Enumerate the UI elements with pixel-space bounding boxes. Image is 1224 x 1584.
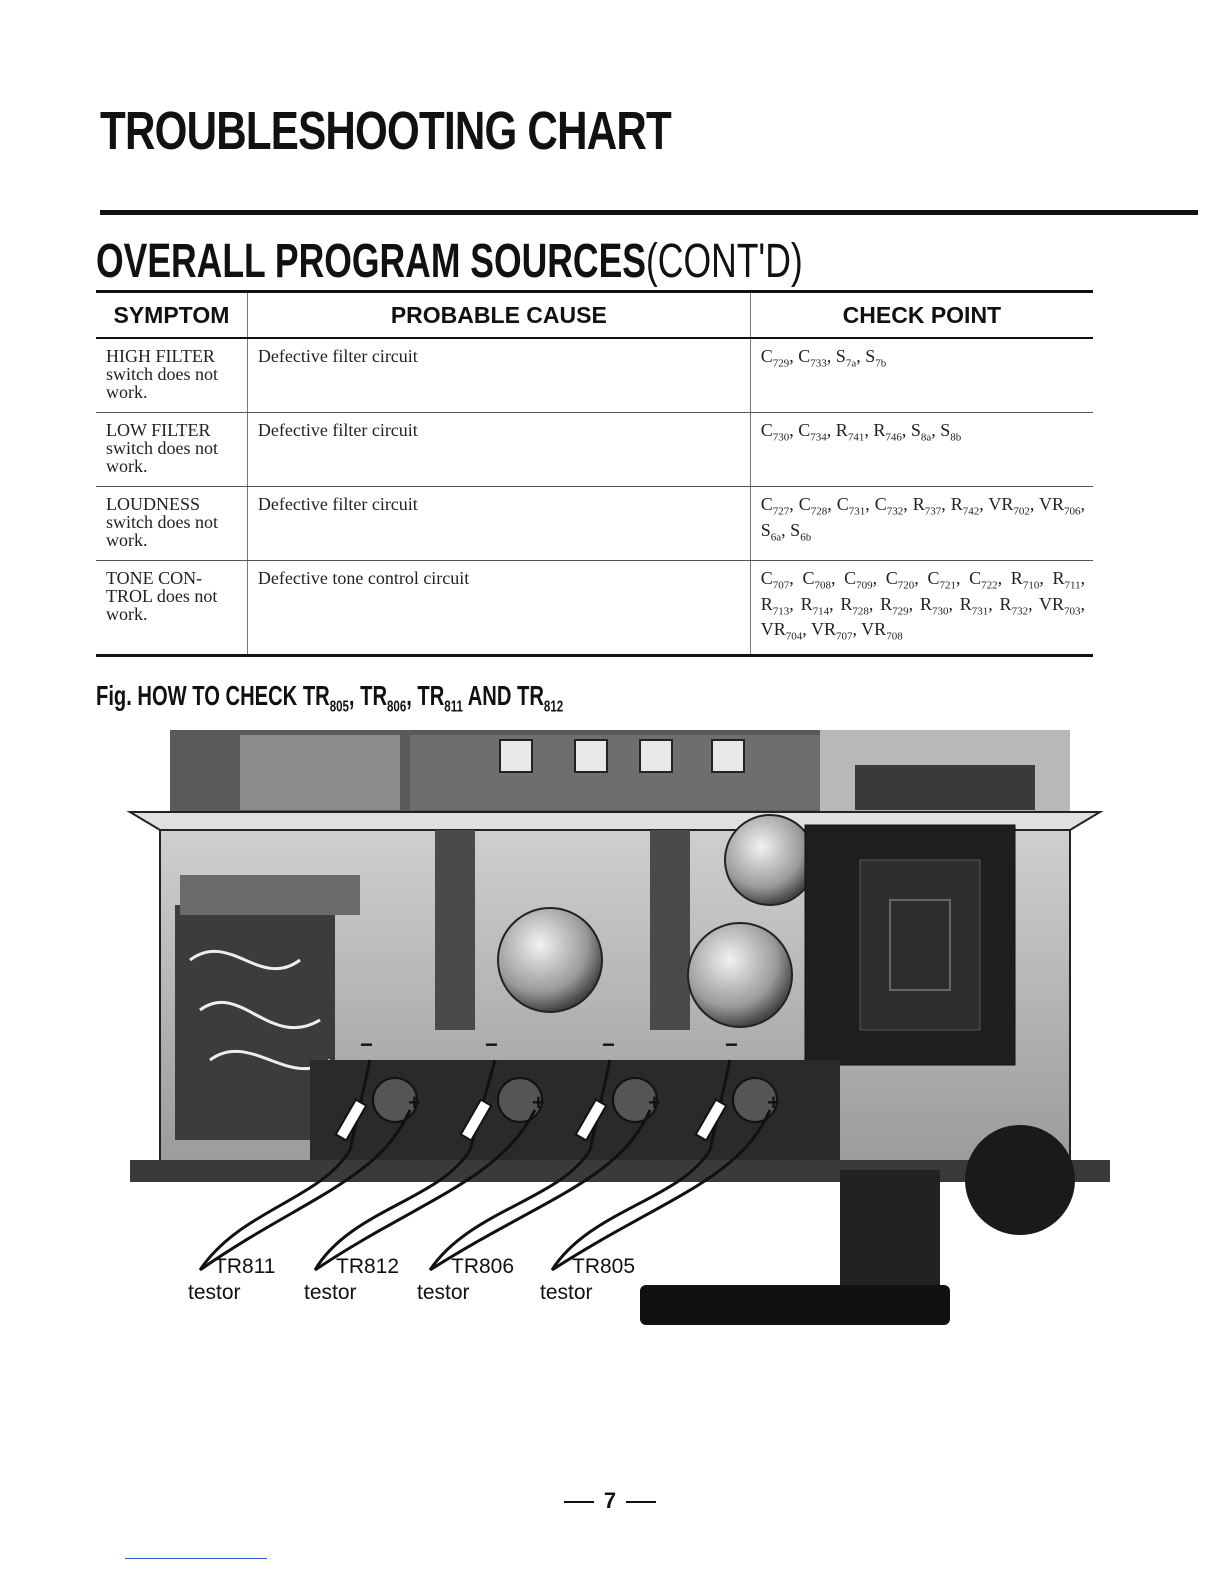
component-ref: $VR_{702}$: [988, 494, 1030, 518]
symptom-cell: TONE CON-TROL does not work.: [106, 568, 218, 624]
title-rule: [100, 210, 1198, 215]
tester-label-name: TR811: [214, 1255, 276, 1278]
plus-terminal-mark: +: [532, 1090, 545, 1115]
table-row: [96, 487, 1093, 561]
component-ref: $R_{711}$: [1052, 568, 1081, 592]
tester-label-tr805: [540, 1254, 635, 1306]
cause-cell: Defective filter circuit: [247, 487, 750, 561]
component-ref: $S_{7b}$: [865, 346, 887, 370]
page-number-value: 7: [603, 1488, 617, 1513]
table-header-row: [96, 292, 1093, 339]
page-title: TROUBLESHOOTING CHART: [100, 101, 671, 161]
minus-terminal-mark: −: [725, 1032, 738, 1057]
page-number-dash: [564, 1501, 594, 1503]
check-point-cell: $C_{730}$, $C_{734}$, $R_{741}$, $R_{746}$, $S_{8a}$, $S_{8b}$: [750, 413, 1093, 487]
table-row: [96, 561, 1093, 656]
page-number-dash: [626, 1501, 656, 1503]
component-ref: $S_{8b}$: [940, 420, 962, 444]
component-ref: $C_{722}$: [969, 568, 998, 592]
minus-terminal-mark: −: [485, 1032, 498, 1057]
tester-label-tr811: [188, 1254, 275, 1306]
component-ref: $R_{732}$: [999, 593, 1029, 618]
component-ref: $S_{6b}$: [790, 519, 812, 544]
footer-line: [125, 1558, 267, 1559]
caption-transistor-ref: $TR_{805}$: [302, 680, 349, 716]
figure-caption-items: $TR_{805}$, $TR_{806}$, $TR_{811}$ AND $TR_{812}$: [302, 680, 564, 716]
component-ref: $R_{741}$: [835, 420, 865, 444]
header-symptom: SYMPTOM: [96, 292, 247, 339]
component-ref: $C_{728}$: [798, 494, 828, 518]
component-ref: $VR_{706}$: [1039, 494, 1081, 518]
minus-terminal-mark: −: [360, 1032, 373, 1057]
symptom-cell: HIGH FILTER switch does not work.: [96, 338, 247, 413]
component-ref: $C_{729}$: [760, 346, 790, 370]
tester-label-word: testor: [304, 1281, 357, 1304]
minus-terminal-mark: −: [602, 1032, 615, 1057]
component-ref: $R_{714}$: [800, 593, 830, 618]
component-ref: $C_{708}$: [802, 568, 831, 592]
section-title: [96, 234, 803, 289]
cause-cell: Defective filter circuit: [247, 338, 750, 413]
symptom-cell: LOW FILTER switch does not work.: [96, 413, 247, 487]
tester-label-tr812: [304, 1254, 399, 1306]
table-row: [96, 413, 1093, 487]
tester-label-word: testor: [188, 1281, 241, 1304]
caption-transistor-ref: $TR_{806}$: [360, 680, 407, 716]
component-ref: $C_{709}$: [844, 568, 873, 592]
tester-label-word: testor: [417, 1281, 470, 1304]
table-row: [96, 338, 1093, 413]
plus-terminal-mark: +: [648, 1090, 661, 1115]
amplifier-chassis-photo: [120, 730, 1120, 1340]
cause-cell: Defective filter circuit: [247, 413, 750, 487]
component-ref: $C_{707}$: [760, 568, 790, 592]
tester-label-word: testor: [540, 1281, 593, 1304]
check-point-cell: $C_{707}$, $C_{708}$, $C_{709}$, $C_{720}$, $C_{721}$, $C_{722}$, $R_{710}$, $R_{711}$, $R_{713}$, $R_{714}$, $R_{728}$, $R_{729}$, $R_{730}$, $R_{731}$, $R_{732}$, $VR_{703}$, $VR_{704}$, $VR_{707}$, $VR_{708}$: [760, 568, 1086, 643]
figure-caption-prefix: Fig. HOW TO CHECK: [96, 680, 298, 711]
section-title-main: OVERALL PROGRAM SOURCES: [96, 235, 646, 288]
check-point-cell: $C_{729}$, $C_{733}$, $S_{7a}$, $S_{7b}$: [750, 338, 1093, 413]
component-ref: $S_{6a}$: [760, 519, 782, 544]
component-ref: $VR_{708}$: [861, 619, 903, 643]
component-ref: $C_{727}$: [760, 494, 790, 518]
caption-transistor-ref: $TR_{812}$: [517, 680, 564, 716]
component-ref: $R_{728}$: [840, 593, 869, 618]
component-ref: $R_{731}$: [959, 593, 989, 618]
component-ref: $R_{737}$: [912, 494, 942, 518]
component-ref: $VR_{704}$: [760, 619, 803, 643]
header-probable-cause: PROBABLE CAUSE: [247, 292, 750, 339]
component-ref: $C_{731}$: [836, 494, 866, 518]
component-ref: $VR_{707}$: [810, 619, 853, 643]
cause-cell: Defective tone control circuit: [247, 561, 750, 656]
component-ref: $R_{710}$: [1010, 568, 1040, 592]
header-check-point: CHECK POINT: [750, 292, 1093, 339]
component-ref: $R_{746}$: [873, 420, 902, 444]
component-ref: $R_{742}$: [950, 494, 980, 518]
symptom-cell: LOUDNESS switch does not work.: [96, 487, 247, 561]
component-ref: $C_{721}$: [927, 568, 956, 592]
plus-terminal-mark: +: [767, 1090, 780, 1115]
tester-label-name: TR812: [336, 1255, 400, 1278]
tester-label-tr806: [417, 1254, 514, 1306]
figure-caption: [96, 680, 563, 717]
plus-terminal-mark: +: [408, 1090, 421, 1115]
component-ref: $S_{7a}$: [835, 346, 857, 370]
page-number: [540, 1488, 680, 1514]
component-ref: $R_{730}$: [919, 593, 949, 618]
check-point-cell: $C_{727}$, $C_{728}$, $C_{731}$, $C_{732}$, $R_{737}$, $R_{742}$, $VR_{702}$, $VR_{706}$, $S_{6a}$, $S_{6b}$: [750, 487, 1093, 561]
component-ref: $S_{8a}$: [910, 420, 932, 444]
tester-label-name: TR805: [572, 1255, 636, 1278]
component-ref: $C_{720}$: [885, 568, 915, 592]
component-ref: $R_{713}$: [760, 593, 790, 618]
tester-label-name: TR806: [451, 1255, 515, 1278]
component-ref: $C_{730}$: [760, 420, 790, 444]
caption-transistor-ref: $TR_{811}$: [417, 680, 463, 716]
section-title-suffix: (CONT'D): [645, 235, 803, 288]
troubleshooting-table: [96, 290, 1093, 657]
component-ref: $C_{734}$: [798, 420, 827, 444]
component-ref: $C_{733}$: [798, 346, 827, 370]
chassis-illustration: [120, 730, 1120, 1340]
component-ref: $VR_{703}$: [1039, 593, 1081, 618]
component-ref: $C_{732}$: [874, 494, 904, 518]
component-ref: $R_{729}$: [880, 593, 909, 618]
